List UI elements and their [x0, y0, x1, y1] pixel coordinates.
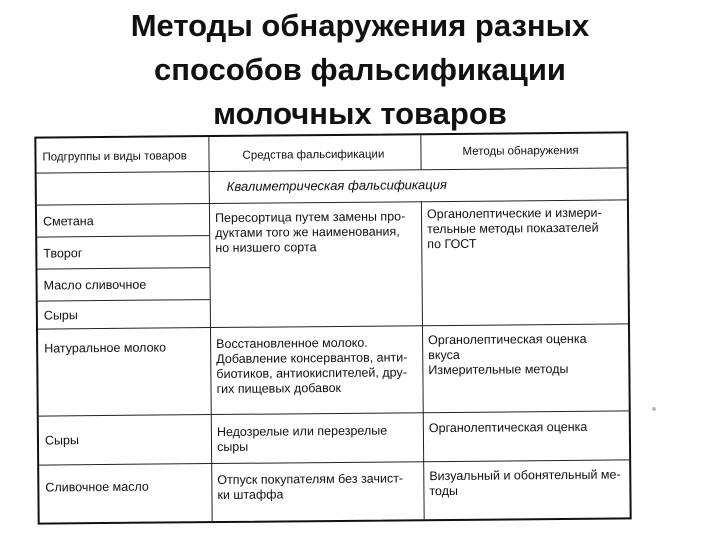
text-line: по ГОСТ [427, 236, 477, 252]
section-title: Квалиметрическая фальсификация [226, 177, 447, 194]
row-divider [37, 235, 209, 238]
title-line-2: способов фальсификации [154, 52, 566, 87]
title-line-3: молочных товаров [213, 96, 507, 131]
group-divider [39, 410, 629, 416]
row-divider [38, 299, 210, 302]
falsification-methods-table [34, 131, 631, 524]
text-line: Недозрелые или перезрелые [216, 423, 388, 440]
header-methods: Методы обнаружения [462, 144, 579, 158]
group-divider [39, 459, 629, 465]
means-cell [216, 335, 408, 397]
text-line: Отпуск покупателям без зачист- [217, 471, 404, 488]
text-line: вкуса [428, 347, 460, 363]
product-cell: Творог [43, 246, 83, 261]
text-line: Добавление консервантов, анти- [216, 350, 408, 367]
product-cell: Масло сливочное [43, 277, 147, 293]
text-line: Визуальный и обонятельный ме- [429, 467, 621, 484]
column-divider [420, 135, 421, 169]
text-line: Органолептические и измери- [426, 205, 602, 222]
text-line: тоды [429, 483, 459, 499]
product-cell: Сыры [44, 433, 79, 448]
product-cell: Сыры [43, 308, 78, 323]
means-cell [217, 471, 403, 503]
methods-cell [429, 467, 621, 499]
product-cell: Натуральное молоко [44, 340, 167, 356]
text-line: гих пищевых добавок [216, 380, 342, 397]
text-line: но низшего сорта [215, 240, 317, 256]
text-line: биотиков, антиокиспителей, дру- [216, 365, 407, 382]
page-title [0, 4, 720, 136]
means-cell [215, 209, 406, 256]
text-line: Измерительные методы [428, 361, 569, 378]
text-line: Восстановленное молоко. [216, 335, 368, 352]
text-line: сыры [216, 439, 249, 455]
header-means: Средства фальсификации [242, 148, 385, 162]
means-cell [217, 424, 388, 455]
text-line: ки штаффа [217, 487, 284, 503]
section-divider [37, 199, 627, 205]
product-cell: Сливочное масло [45, 479, 149, 495]
column-divider [421, 201, 425, 519]
title-line-1: Методы обнаружения разных [130, 8, 590, 43]
text-line: Пересортица путем замены про- [214, 209, 406, 226]
text-line: тельные методы показателей [427, 220, 599, 237]
product-cell: Сметана [42, 214, 94, 229]
header-products: Подгруппы и виды товаров [42, 150, 187, 164]
group-divider [38, 323, 628, 329]
text-line: Органолептическая оценка [428, 331, 587, 348]
methods-cell [428, 332, 587, 378]
header-divider [37, 167, 627, 173]
scan-speck [652, 407, 656, 411]
text-line: дуктами того же наименования, [215, 224, 400, 241]
text-line: Органолептическая оценка [428, 419, 588, 436]
row-divider [37, 267, 209, 270]
methods-cell [429, 420, 588, 436]
methods-cell [427, 206, 602, 253]
